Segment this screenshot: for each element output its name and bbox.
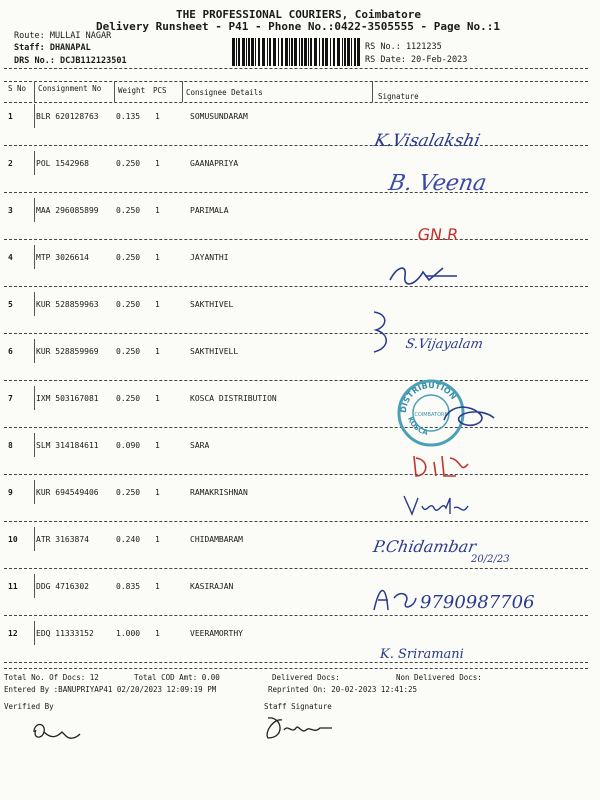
row-consignment: DDG 4716302 — [36, 582, 89, 591]
col-separator — [34, 339, 35, 363]
row-consignment: POL 1542968 — [36, 159, 89, 168]
row-consignment: SLM 314184611 — [36, 441, 99, 450]
svg-text:KOSCA — [406, 416, 429, 437]
row-divider — [4, 474, 588, 475]
runsheet-title: Delivery Runsheet - P41 - Phone No.:0422-3505555 - Page No.:1 — [96, 20, 500, 33]
total-cod: Total COD Amt: 0.00 — [134, 673, 220, 682]
signature-row-1 — [372, 124, 498, 158]
barcode-bar — [314, 38, 317, 66]
barcode — [230, 38, 360, 66]
row-consignment: EDQ 11333152 — [36, 629, 94, 638]
signature-row-3-text: GN.R — [416, 225, 460, 244]
barcode-bar — [294, 38, 297, 66]
barcode-bar — [273, 38, 276, 66]
signature-row-6-text: S.Vijayalam — [404, 337, 485, 352]
row-consignee: JAYANTHI — [190, 253, 229, 262]
row-consignee: SARA — [190, 441, 210, 450]
barcode-bar — [238, 38, 240, 66]
row-divider — [4, 239, 588, 240]
col-sno: S No — [8, 84, 27, 93]
stamp-bottom-text: KOSCA — [406, 415, 429, 437]
col-separator — [34, 292, 35, 316]
row-weight: 0.835 — [116, 582, 141, 591]
signature-row-11-phone: 9790987706 — [420, 592, 535, 613]
divider — [4, 102, 588, 103]
verified-by-label: Verified By — [4, 702, 54, 711]
signature-row-1-text: K.Visalakshi — [372, 131, 482, 151]
barcode-bar — [255, 38, 256, 66]
barcode-bar — [322, 38, 324, 66]
row-divider — [4, 286, 588, 287]
barcode-bar — [246, 38, 247, 66]
row-sno: 6 — [8, 347, 13, 356]
barcode-bar — [285, 38, 288, 66]
total-docs: Total No. Of Docs: 12 — [4, 673, 99, 682]
row-pcs: 1 — [155, 582, 160, 591]
barcode-bar — [232, 38, 235, 66]
divider — [4, 68, 588, 69]
row-weight: 0.250 — [116, 206, 141, 215]
entered-by: Entered By :BANUPRIYAP41 02/20/2023 12:09:19 PM — [4, 685, 217, 694]
col-pcs: PCS — [153, 86, 167, 95]
route-label: Route: MULLAI NAGAR — [14, 31, 112, 41]
signature-row-9 — [400, 490, 480, 524]
reprinted-on: Reprinted On: 20-02-2023 12:41:25 — [268, 685, 418, 694]
barcode-bar — [330, 38, 331, 66]
col-separator — [34, 480, 35, 504]
row-weight: 0.250 — [116, 394, 141, 403]
signature-row-5 — [368, 308, 398, 362]
col-separator — [34, 527, 35, 551]
signature-row-11 — [370, 580, 570, 620]
col-separator — [34, 81, 35, 102]
stamp-text: DISTRIBUTION — [398, 380, 459, 414]
row-consignee: CHIDAMBARAM — [190, 535, 243, 544]
rs-number: RS No.: 1121235 — [365, 42, 442, 52]
row-sno: 2 — [8, 159, 13, 168]
row-divider — [4, 427, 588, 428]
col-separator — [34, 433, 35, 457]
col-separator — [114, 81, 115, 102]
row-consignment: MAA 296085899 — [36, 206, 99, 215]
row-weight: 0.240 — [116, 535, 141, 544]
row-pcs: 1 — [155, 300, 160, 309]
barcode-bar — [344, 38, 346, 66]
barcode-bar — [262, 38, 265, 66]
col-consignment: Consignment No — [38, 84, 102, 93]
row-sno: 1 — [8, 112, 13, 121]
row-weight: 0.250 — [116, 253, 141, 262]
stamp-city: COIMBATORE — [414, 412, 448, 418]
barcode-bar — [269, 38, 271, 66]
divider — [4, 81, 588, 82]
row-consignee: PARIMALA — [190, 206, 229, 215]
row-consignment: IXM 503167081 — [36, 394, 99, 403]
divider — [4, 668, 588, 669]
col-separator — [182, 81, 183, 102]
row-pcs: 1 — [155, 488, 160, 497]
row-weight: 0.250 — [116, 488, 141, 497]
signature-row-10-text: P.Chidambar — [371, 537, 478, 556]
col-separator — [34, 104, 35, 128]
row-sno: 10 — [8, 535, 18, 544]
staff-label: Staff: DHANAPAL — [14, 43, 91, 53]
barcode-bar — [236, 38, 237, 66]
barcode-bar — [342, 38, 343, 66]
row-consignee: GAANAPRIYA — [190, 159, 239, 168]
drs-number: DRS No.: DCJB112123501 — [14, 56, 127, 66]
row-pcs: 1 — [155, 347, 160, 356]
col-separator — [372, 81, 373, 102]
non-delivered-docs: Non Delivered Docs: — [396, 673, 482, 682]
row-pcs: 1 — [155, 206, 160, 215]
row-consignment: ATR 3163874 — [36, 535, 89, 544]
barcode-bar — [258, 38, 260, 66]
row-divider — [4, 662, 588, 663]
barcode-bar — [351, 38, 352, 66]
row-pcs: 1 — [155, 253, 160, 262]
row-consignment: MTP 3026614 — [36, 253, 89, 262]
verifier-signature — [28, 718, 88, 746]
row-sno: 12 — [8, 629, 18, 638]
row-sno: 11 — [8, 582, 18, 591]
barcode-bar — [357, 38, 360, 66]
row-consignee: SAKTHIVEL — [190, 300, 234, 309]
barcode-bar — [299, 38, 300, 66]
barcode-bar — [337, 38, 340, 66]
row-sno: 7 — [8, 394, 13, 403]
row-divider — [4, 145, 588, 146]
row-weight: 0.250 — [116, 159, 141, 168]
row-weight: 0.135 — [116, 112, 141, 121]
signature-row-12-text: K. Sriramani — [380, 647, 464, 662]
signature-row-4 — [385, 258, 475, 292]
barcode-bar — [301, 38, 303, 66]
col-separator — [34, 198, 35, 222]
barcode-bar — [347, 38, 350, 66]
row-weight: 1.000 — [116, 629, 141, 638]
company-name: THE PROFESSIONAL COURIERS, Coimbatore — [176, 8, 422, 21]
row-consignment: BLR 620128763 — [36, 112, 99, 121]
col-separator — [34, 245, 35, 269]
barcode-bar — [333, 38, 335, 66]
row-pcs: 1 — [155, 441, 160, 450]
signature-row-8 — [410, 450, 470, 484]
row-consignee: KOSCA DISTRIBUTION — [190, 394, 277, 403]
row-pcs: 1 — [155, 112, 160, 121]
row-sno: 8 — [8, 441, 13, 450]
barcode-bar — [289, 38, 290, 66]
signature-row-3 — [416, 218, 490, 250]
staff-signature-label: Staff Signature — [264, 702, 332, 711]
barcode-bar — [319, 38, 320, 66]
row-pcs: 1 — [155, 535, 160, 544]
barcode-bar — [251, 38, 254, 66]
barcode-bar — [281, 38, 283, 66]
col-consignee: Consignee Details — [186, 88, 263, 97]
row-divider — [4, 380, 588, 381]
delivered-docs: Delivered Docs: — [272, 673, 340, 682]
row-consignment: KUR 694549406 — [36, 488, 99, 497]
signature-row-10 — [371, 532, 546, 570]
col-separator — [34, 386, 35, 410]
row-sno: 9 — [8, 488, 13, 497]
row-sno: 5 — [8, 300, 13, 309]
signature-row-2 — [386, 166, 502, 202]
row-consignee: KASIRAJAN — [190, 582, 234, 591]
barcode-bar — [304, 38, 307, 66]
signature-row-12 — [380, 640, 500, 668]
row-consignee: SOMUSUNDARAM — [190, 112, 248, 121]
row-weight: 0.250 — [116, 300, 141, 309]
row-sno: 4 — [8, 253, 13, 262]
barcode-bar — [310, 38, 312, 66]
row-consignee: SAKTHIVELL — [190, 347, 239, 356]
row-consignment: KUR 528859963 — [36, 300, 99, 309]
barcode-bar — [267, 38, 268, 66]
staff-signature — [262, 712, 342, 746]
row-weight: 0.090 — [116, 441, 141, 450]
col-separator — [34, 621, 35, 645]
signature-row-2-text: B. Veena — [386, 170, 489, 196]
signature-row-7 — [440, 400, 500, 434]
row-sno: 3 — [8, 206, 13, 215]
barcode-bar — [291, 38, 293, 66]
signature-row-10-date: 20/2/23 — [471, 554, 510, 565]
row-weight: 0.250 — [116, 347, 141, 356]
col-separator — [34, 574, 35, 598]
row-consignee: VEERAMORTHY — [190, 629, 243, 638]
row-consignment: KUR 528859969 — [36, 347, 99, 356]
row-consignee: RAMAKRISHNAN — [190, 488, 248, 497]
barcode-bar — [325, 38, 328, 66]
row-pcs: 1 — [155, 159, 160, 168]
col-signature: Signature — [378, 92, 419, 101]
barcode-bar — [278, 38, 279, 66]
col-weight: Weight — [118, 86, 146, 95]
row-divider — [4, 521, 588, 522]
rs-date: RS Date: 20-Feb-2023 — [365, 55, 468, 65]
barcode-bar — [248, 38, 250, 66]
barcode-bar — [354, 38, 356, 66]
barcode-bar — [242, 38, 245, 66]
barcode-bar — [308, 38, 309, 66]
row-pcs: 1 — [155, 394, 160, 403]
signature-row-6 — [404, 332, 548, 360]
col-separator — [34, 151, 35, 175]
row-pcs: 1 — [155, 629, 160, 638]
